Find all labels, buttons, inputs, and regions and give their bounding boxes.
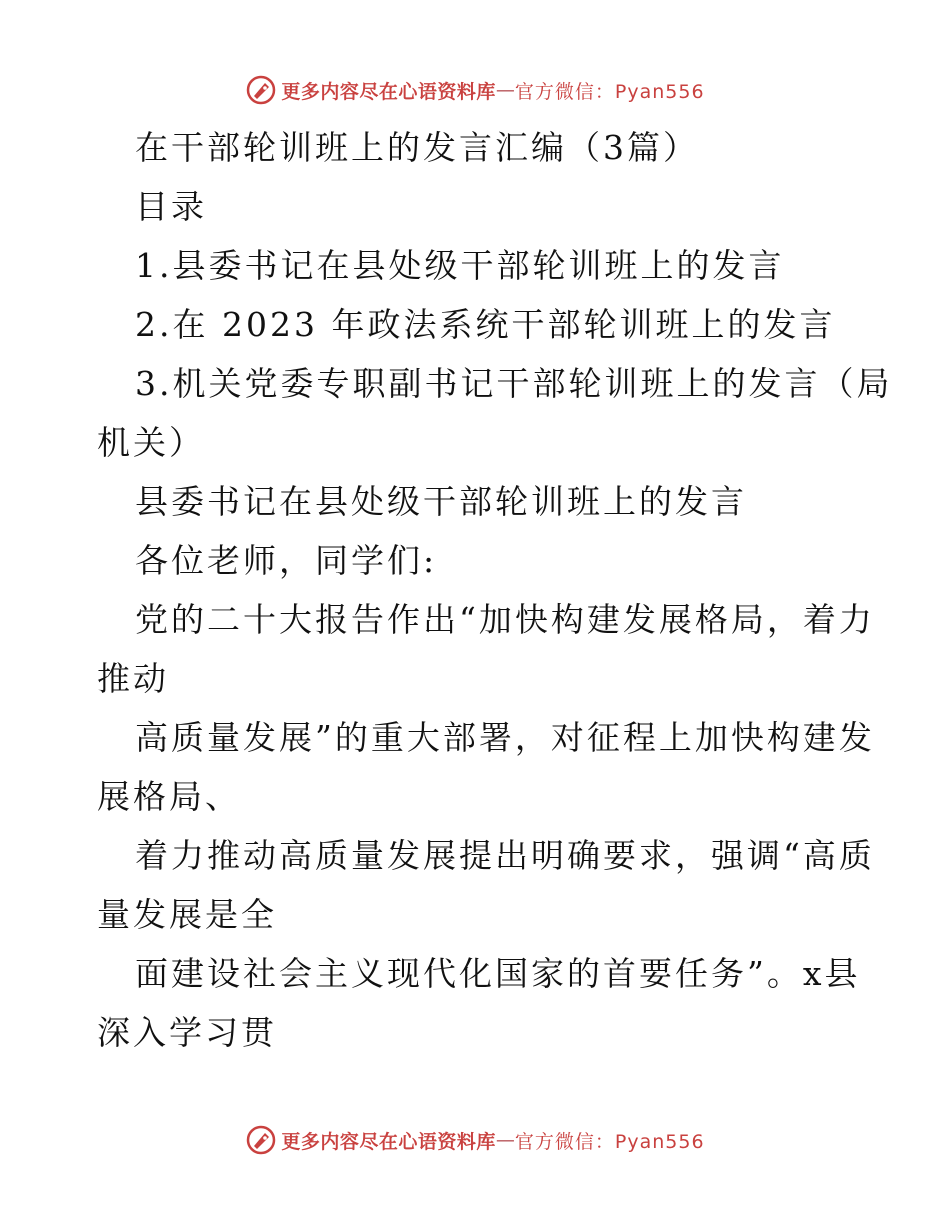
header-wechat-text: 官方微信：Pyan556 xyxy=(514,80,705,103)
speech-title: 县委书记在县处级干部轮训班上的发言 xyxy=(135,482,747,521)
header-watermark xyxy=(0,70,950,110)
header-brand-text: 更多内容尽在心语资料库 xyxy=(281,80,496,103)
toc-item-continuation: 机关） xyxy=(97,423,205,462)
body-line: 党的二十大报告作出“加快构建发展格局，着力 xyxy=(135,600,875,639)
toc-item: 3.机关党委专职副书记干部轮训班上的发言（局 xyxy=(135,364,893,403)
body-line-continuation: 推动 xyxy=(97,659,169,698)
body-line: 高质量发展”的重大部署，对征程上加快构建发 xyxy=(135,718,875,757)
header-separator: — xyxy=(495,79,515,101)
footer-watermark xyxy=(0,1120,950,1160)
toc-item: 1.县委书记在县处级干部轮训班上的发言 xyxy=(135,246,785,285)
footer-separator: — xyxy=(495,1129,515,1151)
body-line-continuation: 展格局、 xyxy=(97,777,241,816)
pen-nib-logo-icon xyxy=(245,74,277,106)
body-line: 着力推动高质量发展提出明确要求，强调“高质 xyxy=(135,836,875,875)
footer-brand-text: 更多内容尽在心语资料库 xyxy=(281,1130,496,1153)
body-line-continuation: 深入学习贯 xyxy=(97,1013,277,1052)
toc-item: 2.在 2023 年政法系统干部轮训班上的发言 xyxy=(135,305,836,344)
footer-wechat-text: 官方微信：Pyan556 xyxy=(514,1130,705,1153)
body-line: 面建设社会主义现代化国家的首要任务”。x县 xyxy=(135,954,861,993)
body-line-continuation: 量发展是全 xyxy=(97,895,277,934)
toc-heading: 目录 xyxy=(135,187,207,226)
salutation: 各位老师，同学们: xyxy=(135,541,438,580)
document-body xyxy=(97,118,893,1062)
pen-nib-logo-icon xyxy=(245,1124,277,1156)
document-title: 在干部轮训班上的发言汇编（3篇） xyxy=(135,128,699,167)
